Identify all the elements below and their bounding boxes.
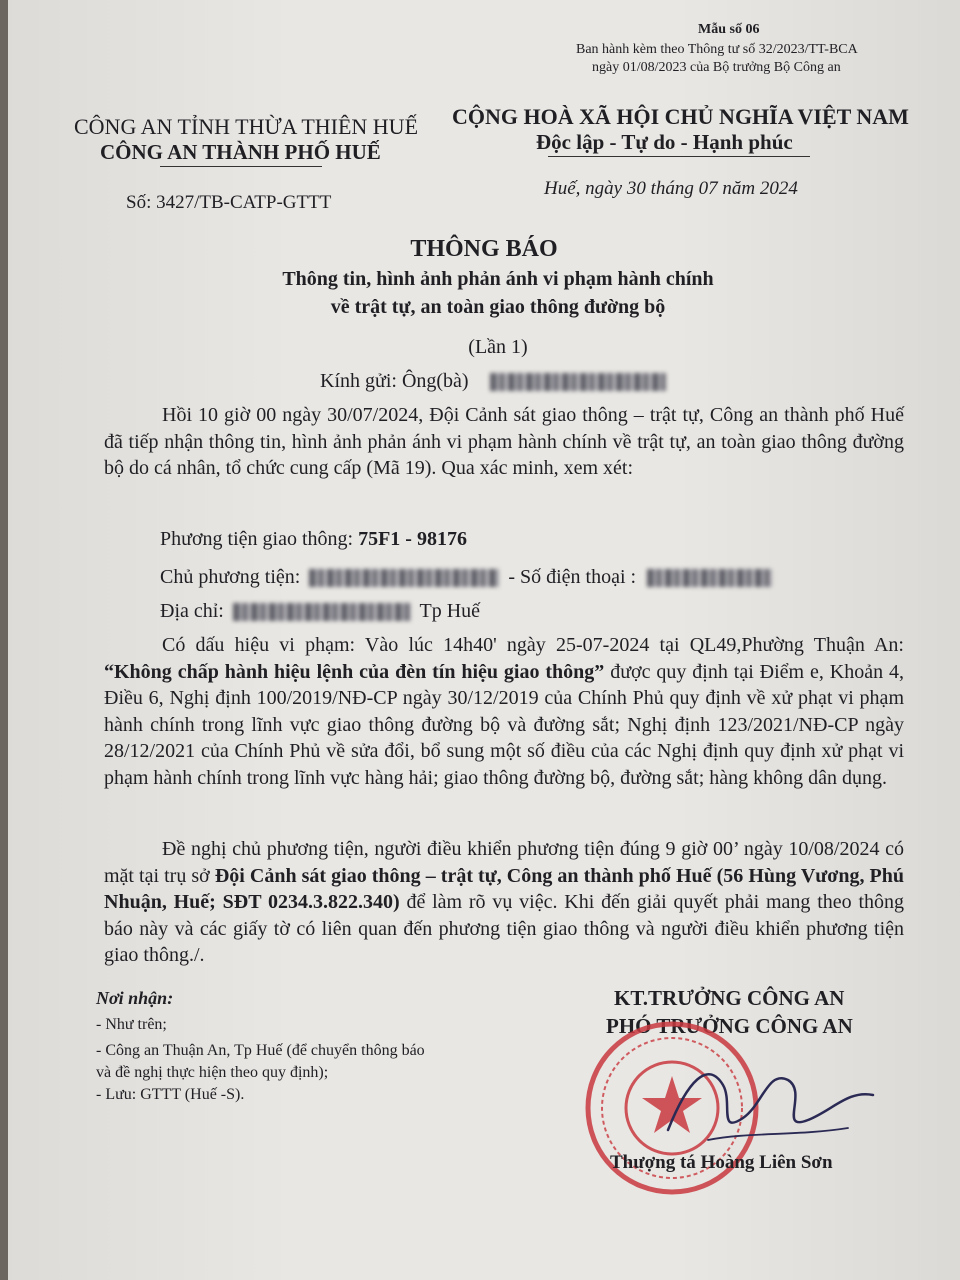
vehicle-plate: 75F1 - 98176 xyxy=(358,528,467,550)
document-subtitle-line2: về trật tự, an toàn giao thông đường bộ xyxy=(330,296,666,318)
unit-underline xyxy=(160,166,322,167)
motto-underline xyxy=(548,156,810,157)
redacted-owner-name xyxy=(309,569,499,587)
nation-name: CỘNG HOÀ XÃ HỘI CHỦ NGHĨA VIỆT NAM xyxy=(452,104,909,129)
paragraph-request xyxy=(104,836,904,969)
notice-attempt: (Lần 1) xyxy=(468,336,528,358)
signature-title-line2: PHÓ TRƯỞNG CÔNG AN xyxy=(606,1014,853,1038)
address-label: Địa chỉ: xyxy=(160,600,224,622)
document-date: Huế, ngày 30 tháng 07 năm 2024 xyxy=(544,178,798,199)
signer-name: Thượng tá Hoàng Liên Sơn xyxy=(610,1152,833,1173)
vehicle-label: Phương tiện giao thông: xyxy=(160,528,354,550)
handwritten-signature-icon xyxy=(648,1040,888,1160)
recipient-item: và đề nghị thực hiện theo quy định); xyxy=(96,1064,329,1081)
document-sheet xyxy=(8,0,960,1280)
redacted-recipient-name xyxy=(490,373,666,391)
recipient-item: - Công an Thuận An, Tp Huế (để chuyển thông báo xyxy=(96,1042,425,1059)
greeting-label: Kính gửi: Ông(bà) xyxy=(320,370,469,392)
owner-label: Chủ phương tiện: xyxy=(160,566,301,588)
violation-intro: Có dấu hiệu vi phạm: Vào lúc 14h40' ngày 25-07-2024 tại QL49,Phường Thuận An: xyxy=(162,634,904,656)
paragraph-received-info xyxy=(104,402,904,482)
owner-line xyxy=(160,566,773,589)
form-issued-line1: Ban hành kèm theo Thông tư số 32/2023/TT-BCA xyxy=(576,42,858,57)
request-instructions: để làm rõ vụ việc. Khi đến giải quyết phải mang theo thông báo này và các giấy tờ có liên quan đến phương tiện giao thông và người điều khiển phương tiện giao thông./. xyxy=(104,891,905,966)
paragraph-received-text: Hồi 10 giờ 00 ngày 30/07/2024, Đội Cảnh sát giao thông – trật tự, Công an thành phố Huế đã tiếp nhận thông tin, hình ảnh phản ánh vi phạm hành chính về trật tự, an toàn giao thông đường bộ do cá nhân, tổ chức cung cấp (Mã 19). Qua xác minh, xem xét: xyxy=(104,404,904,479)
redacted-address xyxy=(233,603,411,621)
phone-label: - Số điện thoại : xyxy=(508,566,637,588)
recipient-item: - Lưu: GTTT (Huế -S). xyxy=(96,1086,245,1103)
request-intro: Đề nghị chủ phương tiện, người điều khiển phương tiện đúng 9 giờ 00’ ngày 10/08/2024 có mặt tại trụ sở xyxy=(104,838,904,887)
paragraph-violation xyxy=(104,632,904,791)
form-issued-line2: ngày 01/08/2023 của Bộ trưởng Bộ Công an xyxy=(592,60,841,75)
address-line xyxy=(160,600,480,623)
address-city: Tp Huế xyxy=(419,600,481,622)
violation-description: “Không chấp hành hiệu lệnh của đèn tín hiệu giao thông” xyxy=(104,660,605,683)
national-motto: Độc lập - Tự do - Hạnh phúc xyxy=(536,130,793,154)
redacted-phone-number xyxy=(647,569,773,587)
office-address: Đội Cảnh sát giao thông – trật tự, Công an thành phố Huế (56 Hùng Vương, Phú Nhuận, Huế; SĐT 0234.3.822.340) xyxy=(104,864,904,913)
violation-legal-basis: được quy định tại Điểm e, Khoản 4, Điều 6, Nghị định 100/2019/NĐ-CP ngày 30/12/2019 của Chính Phủ quy định về xử phạt vi phạm hành chính trong lĩnh vực giao thông đường bộ và đường sắt; Nghị định 123/2021/NĐ-CP ngày 28/12/2021 của Chính Phủ về sửa đổi, bổ sung một số điều của các Nghị định quy định xử phạt vi phạm hành chính trong lĩnh vực hàng hải; giao thông đường bộ, đường sắt; hàng không dân dụng. xyxy=(104,660,904,789)
greeting xyxy=(320,370,666,393)
unit-name: CÔNG AN THÀNH PHỐ HUẾ xyxy=(100,140,381,164)
agency-name: CÔNG AN TỈNH THỪA THIÊN HUẾ xyxy=(74,114,419,139)
recipient-item: - Như trên; xyxy=(96,1016,167,1033)
signature-title-line1: KT.TRƯỞNG CÔNG AN xyxy=(614,986,845,1010)
document-title: THÔNG BÁO xyxy=(410,236,558,262)
vehicle-line xyxy=(160,528,467,551)
recipients-heading: Nơi nhận: xyxy=(96,988,174,1008)
document-subtitle-line1: Thông tin, hình ảnh phản ánh vi phạm hành chính xyxy=(282,268,714,290)
form-number: Mẫu số 06 xyxy=(698,22,760,37)
document-number: Số: 3427/TB-CATP-GTTT xyxy=(126,192,332,213)
